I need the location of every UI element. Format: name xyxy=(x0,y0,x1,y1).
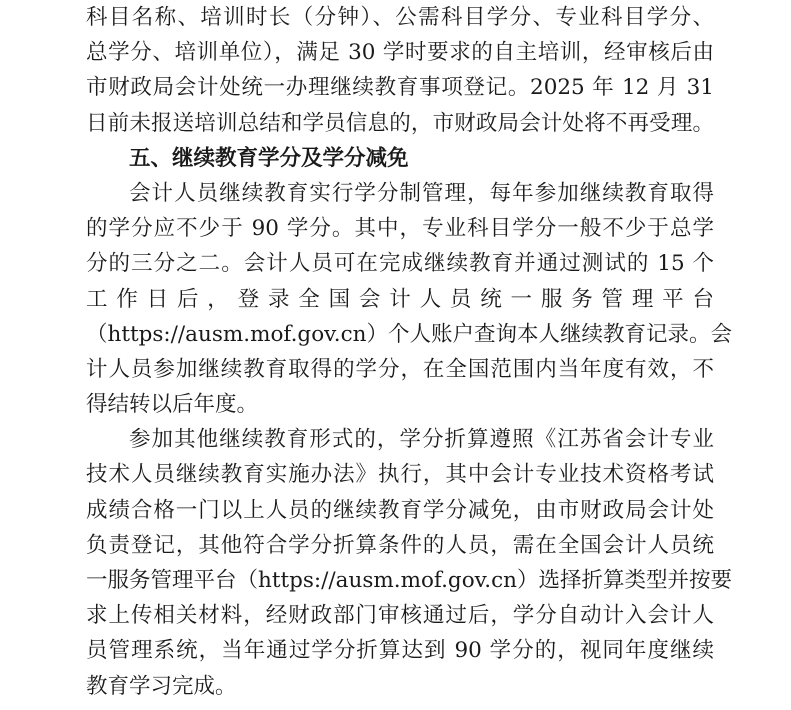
text-line: 负责登记，其他符合学分折算条件的人员，需在全国会计人员统 xyxy=(86,532,714,558)
text-line: 分的三分之二。会计人员可在完成继续教育并通过测试的 15 个 xyxy=(86,251,714,277)
text-line: 科目名称、培训时长（分钟）、公需科目学分、专业科目学分、 xyxy=(86,5,714,30)
text-line: 一服务管理平台（https://ausm.mof.gov.cn）选择折算类型并按要 xyxy=(86,568,732,593)
text-line: 成绩合格一门以上人员的继续教育学分减免，由市财政局会计处 xyxy=(86,497,714,523)
text-line: （https://ausm.mof.gov.cn）个人账户查询本人继续教育记录。会 xyxy=(86,321,732,347)
text-line: 会计人员继续教育实行学分制管理，每年参加继续教育取得 xyxy=(129,180,714,206)
document-body xyxy=(86,0,732,704)
text-line: 总学分、培训单位），满足 30 学时要求的自主培训，经审核后由 xyxy=(86,40,714,66)
text-line: 员管理系统，当年通过学分折算达到 90 学分的，视同年度继续 xyxy=(86,638,714,664)
text-line: 参加其他继续教育形式的，学分折算遵照《江苏省会计专业 xyxy=(129,427,714,453)
text-line: 得结转以后年度。 xyxy=(86,392,259,418)
text-line: 教育学习完成。 xyxy=(86,673,237,699)
text-line: 工作日后，登录全国会计人员统一服务管理平台 xyxy=(86,286,714,312)
text-line: 市财政局会计处统一办理继续教育事项登记。2025 年 12 月 31 xyxy=(86,75,714,101)
text-line: 的学分应不少于 90 学分。其中，专业科目学分一般不少于总学 xyxy=(86,216,714,242)
text-line: 技术人员继续教育实施办法》执行，其中会计专业技术资格考试 xyxy=(86,462,714,488)
text-line: 计人员参加继续教育取得的学分，在全国范围内当年度有效，不 xyxy=(86,356,714,382)
text-line: 求上传相关材料，经财政部门审核通过后，学分自动计入会计人 xyxy=(86,603,714,629)
text-line: 日前未报送培训总结和学员信息的，市财政局会计处将不再受理。 xyxy=(86,110,714,136)
section-heading: 五、继续教育学分及学分减免 xyxy=(129,145,409,171)
